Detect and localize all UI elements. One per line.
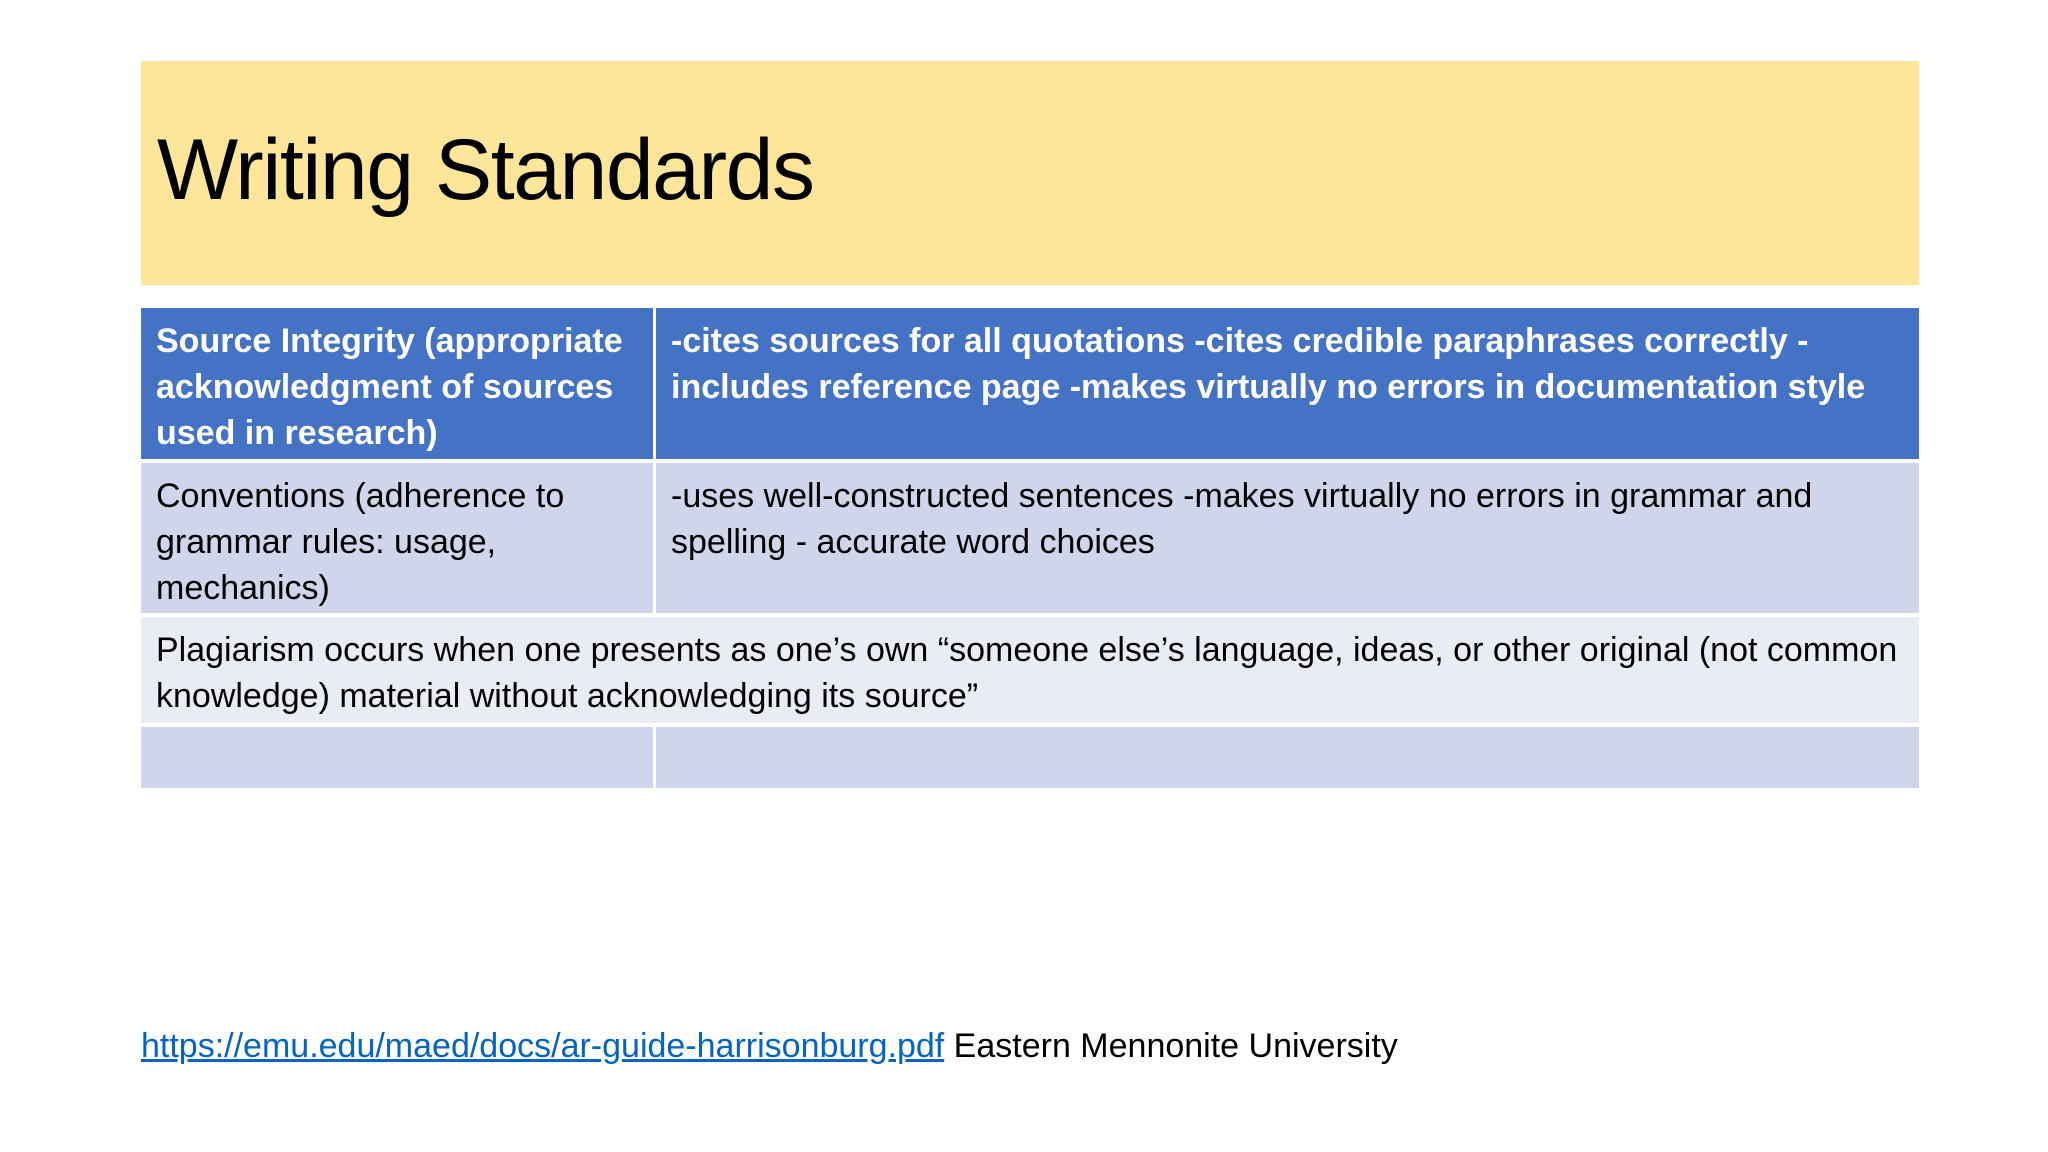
criterion-cell: Conventions (adherence to grammar rules: usage, mechanics)	[141, 463, 653, 613]
description-cell: -uses well-constructed sentences -makes virtually no errors in grammar and spelling - accurate word choices	[656, 463, 1919, 613]
empty-description-cell	[656, 727, 1919, 788]
title-band	[141, 61, 1919, 285]
source-institution: Eastern Mennonite University	[944, 1027, 1398, 1065]
table-row	[141, 308, 1919, 459]
table-row	[141, 617, 1919, 723]
slide-title: Writing Standards	[157, 122, 814, 218]
source-footer	[141, 1023, 1398, 1069]
empty-criterion-cell	[141, 727, 653, 788]
standards-table	[141, 308, 1919, 788]
description-cell: -cites sources for all quotations -cites credible paraphrases correctly -includes reference page -makes virtually no errors in documentation style	[656, 308, 1919, 459]
source-link[interactable]: https://emu.edu/maed/docs/ar-guide-harrisonburg.pdf	[141, 1027, 945, 1065]
table-row	[141, 463, 1919, 613]
plagiarism-definition-cell: Plagiarism occurs when one presents as one’s own “someone else’s language, ideas, or other original (not common knowledge) material without acknowledging its source”	[141, 617, 1919, 723]
criterion-cell: Source Integrity (appropriate acknowledgment of sources used in research)	[141, 308, 653, 459]
table-row	[141, 727, 1919, 788]
